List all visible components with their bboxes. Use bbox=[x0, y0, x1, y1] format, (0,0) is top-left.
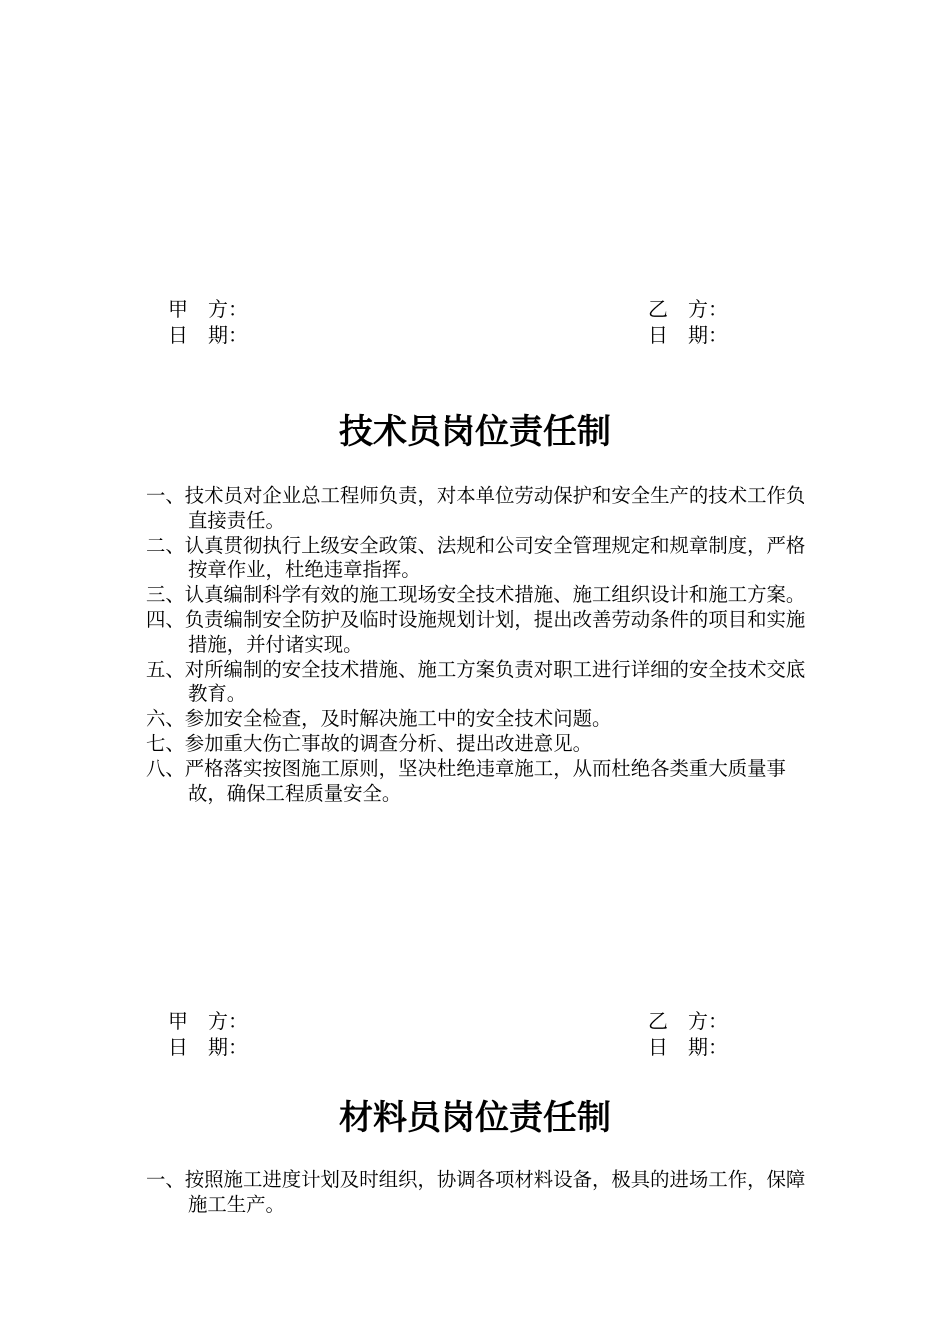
date-b-label: 日 期： bbox=[648, 323, 728, 347]
party-b-label: 乙 方： bbox=[648, 297, 728, 321]
date-a-label: 日 期： bbox=[168, 323, 248, 347]
date-b-label: 日 期： bbox=[648, 1035, 728, 1059]
clause-item: 二、认真贯彻执行上级安全政策、法规和公司安全管理规定和规章制度，严格按章作业，杜绝违章指挥。 bbox=[146, 533, 806, 582]
clause-item: 八、严格落实按图施工原则，坚决杜绝违章施工，从而杜绝各类重大质量事故，确保工程质量安全。 bbox=[146, 756, 786, 805]
clause-item: 四、负责编制安全防护及临时设施规划计划，提出改善劳动条件的项目和实施措施，并付诸实现。 bbox=[146, 607, 806, 656]
clause-list bbox=[146, 484, 814, 806]
signature-block bbox=[0, 296, 950, 356]
signature-block bbox=[0, 1008, 950, 1068]
section-title: 材料员岗位责任制 bbox=[339, 1098, 611, 1138]
party-a-label: 甲 方： bbox=[168, 1009, 248, 1033]
section-title: 技术员岗位责任制 bbox=[339, 412, 611, 452]
clause-list bbox=[146, 1168, 814, 1218]
clause-item: 三、认真编制科学有效的施工现场安全技术措施、施工组织设计和施工方案。 bbox=[146, 583, 806, 607]
clause-item: 六、参加安全检查，及时解决施工中的安全技术问题。 bbox=[146, 707, 612, 731]
party-b-label: 乙 方： bbox=[648, 1009, 728, 1033]
clause-item: 一、按照施工进度计划及时组织，协调各项材料设备，极具的进场工作，保障施工生产。 bbox=[146, 1168, 806, 1216]
clause-item: 五、对所编制的安全技术措施、施工方案负责对职工进行详细的安全技术交底教育。 bbox=[146, 657, 806, 706]
clause-item: 一、技术员对企业总工程师负责，对本单位劳动保护和安全生产的技术工作负直接责任。 bbox=[146, 484, 806, 532]
clause-item: 七、参加重大伤亡事故的调查分析、提出改进意见。 bbox=[146, 731, 592, 755]
party-a-label: 甲 方： bbox=[168, 297, 248, 321]
date-a-label: 日 期： bbox=[168, 1035, 248, 1059]
